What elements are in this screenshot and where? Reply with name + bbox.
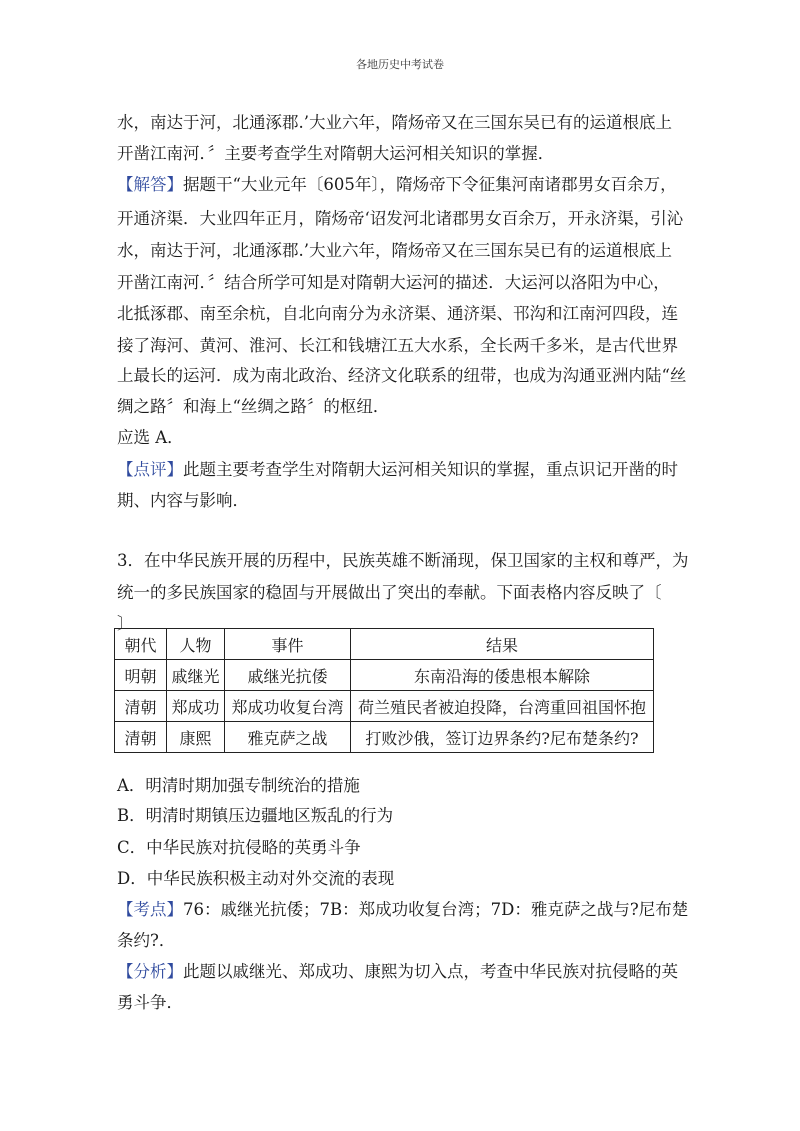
table-cell: 东南沿海的倭患根本解除 bbox=[351, 660, 654, 691]
text-line bbox=[117, 491, 249, 511]
text-line bbox=[117, 776, 360, 796]
line-text: 水，南达于河，北通涿郡.’大业六年，隋炀帝又在三国东吴已有的运道根底上 bbox=[117, 241, 672, 260]
line-text: D．中华民族积极主动对外交流的表现 bbox=[117, 869, 395, 888]
text-line bbox=[117, 144, 554, 164]
table-cell: 雅克萨之战 bbox=[225, 722, 351, 753]
table-cell: 戚继光抗倭 bbox=[225, 660, 351, 691]
text-line bbox=[117, 304, 678, 324]
section-tag: 【分析】 bbox=[117, 962, 183, 981]
text-line bbox=[117, 428, 184, 448]
table-cell: 郑成功 bbox=[167, 691, 225, 722]
text-line bbox=[117, 838, 361, 858]
line-text: 开凿江南河．〞结合所学可知是对隋朝大运河的描述．大运河以洛阳为中心， bbox=[117, 273, 670, 292]
table-cell: 清朝 bbox=[115, 722, 167, 753]
table-cell: 打败沙俄，签订边界条约?尼布楚条约? bbox=[351, 722, 654, 753]
table-cell: 郑成功收复台湾 bbox=[225, 691, 351, 722]
line-text: 〕 bbox=[117, 614, 134, 633]
line-text: 3．在中华民族开展的历程中，民族英雄不断涌现，保卫国家的主权和尊严，为 bbox=[117, 551, 689, 570]
line-text: 据题干“大业元年〔605年〕，隋炀帝下令征集河南诸郡男女百余万， bbox=[183, 175, 677, 194]
table-cell: 清朝 bbox=[115, 691, 167, 722]
line-text: 接了海河、黄河、淮河、长江和钱塘江五大水系，全长两千多米，是古代世界 bbox=[117, 336, 678, 355]
section-tag: 【点评】 bbox=[117, 460, 183, 479]
line-text: 开凿江南河．〞主要考查学生对隋朝大运河相关知识的掌握． bbox=[117, 144, 555, 163]
table-row bbox=[115, 660, 654, 691]
question-table bbox=[114, 628, 654, 753]
text-line bbox=[117, 209, 683, 229]
table-header-row bbox=[115, 629, 654, 660]
table-header-cell: 朝代 bbox=[115, 629, 167, 660]
line-text: 上最长的运河．成为南北政治、经济文化联系的纽带，也成为沟通亚洲内陆“丝 bbox=[117, 366, 687, 385]
text-line bbox=[117, 583, 662, 603]
table-header-cell: 事件 bbox=[225, 629, 351, 660]
text-line bbox=[117, 273, 670, 293]
line-text: 勇斗争． bbox=[117, 993, 183, 1012]
line-text: A．明清时期加强专制统治的措施 bbox=[117, 776, 360, 795]
text-line bbox=[117, 113, 672, 133]
line-text: 期、内容与影响． bbox=[117, 491, 249, 510]
table-cell: 荷兰殖民者被迫投降，台湾重回祖国怀抱 bbox=[351, 691, 654, 722]
line-text: 绸之路〞和海上“丝绸之路〞的枢纽． bbox=[117, 397, 390, 416]
text-line bbox=[117, 869, 394, 889]
line-text: 条约?． bbox=[117, 931, 176, 950]
table-cell: 明朝 bbox=[115, 660, 167, 691]
text-line bbox=[117, 175, 677, 195]
text-line bbox=[117, 993, 183, 1013]
line-text: C．中华民族对抗侵略的英勇斗争 bbox=[117, 838, 361, 857]
line-text: 北抵涿郡、南至余杭，自北向南分为永济渠、通济渠、邗沟和江南河四段，连 bbox=[117, 304, 678, 323]
text-line bbox=[117, 397, 389, 417]
text-line bbox=[117, 551, 689, 571]
text-line bbox=[117, 366, 686, 386]
text-line bbox=[117, 962, 678, 982]
line-text: 应选 A． bbox=[117, 428, 184, 447]
text-line bbox=[117, 460, 678, 480]
table-row bbox=[115, 691, 654, 722]
text-line bbox=[117, 931, 175, 951]
line-text: 此题以戚继光、郑成功、康熙为切入点，考查中华民族对抗侵略的英 bbox=[183, 962, 678, 981]
page-header: 各地历史中考试卷 bbox=[356, 58, 444, 71]
line-text: 此题主要考查学生对隋朝大运河相关知识的掌握，重点识记开凿的时 bbox=[183, 460, 678, 479]
table-header-cell: 结果 bbox=[351, 629, 654, 660]
text-line bbox=[117, 900, 688, 920]
line-text: 水，南达于河，北通涿郡.’大业六年，隋炀帝又在三国东吴已有的运道根底上 bbox=[117, 113, 672, 132]
table-header-cell: 人物 bbox=[167, 629, 225, 660]
table-row bbox=[115, 722, 654, 753]
text-line bbox=[117, 806, 393, 826]
line-text: 统一的多民族国家的稳固与开展做出了突出的奉献。下面表格内容反映了〔 bbox=[117, 583, 662, 602]
text-line bbox=[117, 241, 672, 261]
line-text: B．明清时期镇压边疆地区叛乱的行为 bbox=[117, 806, 394, 825]
line-text: 76：戚继光抗倭；7B：郑成功收复台湾；7D：雅克萨之战与?尼布楚 bbox=[183, 900, 689, 919]
section-tag: 【考点】 bbox=[117, 900, 183, 919]
text-line bbox=[117, 336, 678, 356]
table-cell: 康熙 bbox=[167, 722, 225, 753]
table-cell: 戚继光 bbox=[167, 660, 225, 691]
section-tag: 【解答】 bbox=[117, 175, 183, 194]
line-text: 开通济渠．大业四年正月，隋炀帝‘诏发河北诸郡男女百余万，开永济渠，引沁 bbox=[117, 209, 684, 228]
